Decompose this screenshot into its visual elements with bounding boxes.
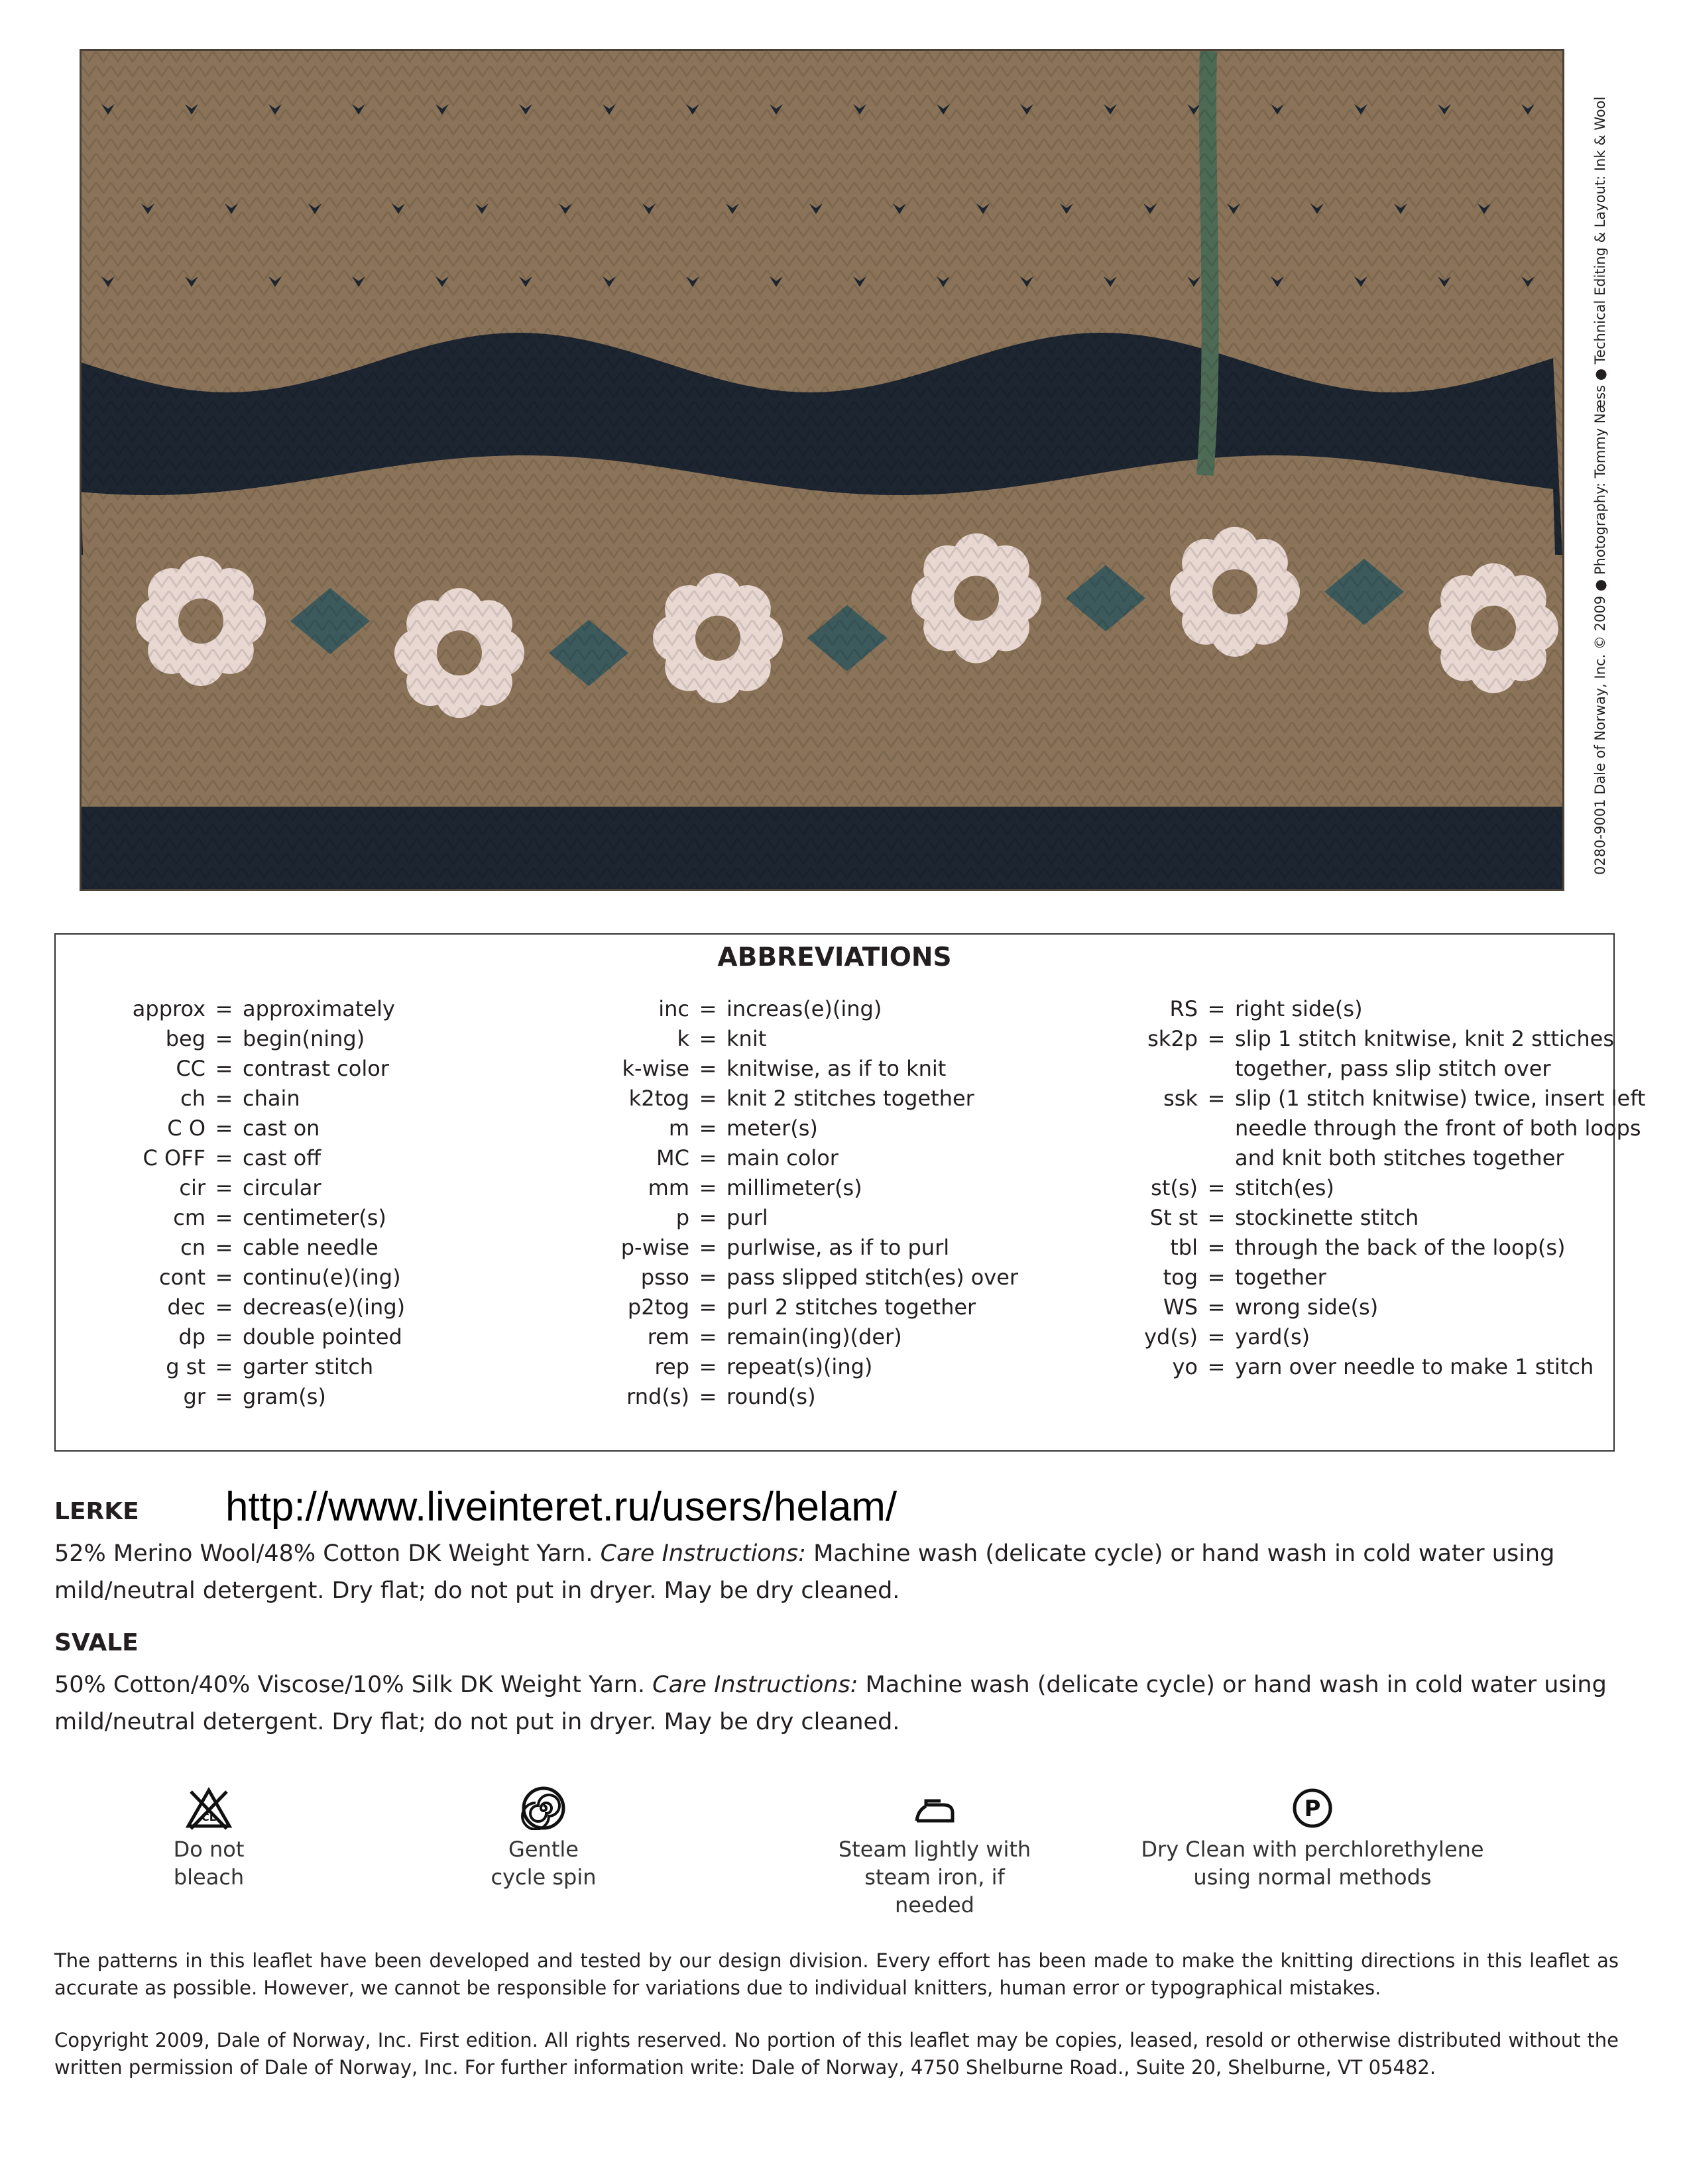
abbreviation-row: [1065, 1143, 1645, 1173]
care-dry-clean: [1140, 1786, 1485, 1891]
abbreviation-row: [573, 1024, 1018, 1054]
abbreviation-term: rem: [647, 1324, 689, 1350]
abbreviation-term: dec: [167, 1294, 205, 1320]
abbreviation-term: k2tog: [628, 1086, 689, 1111]
abbreviation-equals: =: [1207, 1205, 1226, 1230]
abbreviation-meaning: main color: [726, 1145, 839, 1171]
dry-clean-p-icon: [1289, 1786, 1336, 1830]
abbreviation-meaning: purl: [726, 1205, 768, 1230]
no-bleach-icon: [186, 1786, 232, 1830]
abbreviation-row: [573, 1143, 1018, 1173]
abbreviation-term: [1065, 1054, 1198, 1084]
abbreviation-row: [76, 1054, 405, 1084]
abbreviation-term: g st: [166, 1354, 205, 1379]
abbreviation-equals: =: [1207, 1294, 1226, 1320]
abbreviation-equals: =: [1207, 1354, 1226, 1379]
abbreviation-equals: =: [215, 1175, 233, 1200]
abbreviation-meaning: cable needle: [243, 1235, 378, 1260]
abbreviation-term: psso: [640, 1265, 689, 1290]
abbreviation-row: [573, 1203, 1018, 1233]
abbreviation-row: [573, 1114, 1018, 1143]
abbreviation-term: rep: [654, 1354, 689, 1379]
abbreviation-equals: =: [215, 1354, 233, 1379]
abbreviation-equals: =: [215, 1235, 233, 1260]
abbreviation-row: [1065, 1173, 1645, 1203]
abbreviation-equals: [1198, 1114, 1235, 1143]
dry-clean-line1: Dry Clean with perchlorethylene: [1141, 1837, 1484, 1862]
abbreviation-row: [76, 1322, 405, 1352]
abbreviation-row: [76, 1114, 405, 1143]
abbreviation-meaning: garter stitch: [243, 1354, 374, 1379]
svale-heading: SVALE: [54, 1629, 139, 1656]
abbreviation-term: rnd(s): [626, 1384, 689, 1409]
abbreviation-row: [1065, 1054, 1645, 1084]
abbreviation-meaning: pass slipped stitch(es) over: [726, 1265, 1019, 1290]
abbreviation-row: [573, 1233, 1018, 1263]
abbreviation-equals: =: [1207, 1265, 1226, 1290]
abbreviation-term: yd(s): [1144, 1324, 1198, 1350]
abbreviation-equals: =: [215, 1056, 233, 1081]
abbreviation-row: [76, 1263, 405, 1293]
abbreviation-equals: =: [215, 1294, 233, 1320]
abbreviation-equals: =: [1207, 1235, 1226, 1260]
abbreviation-term: k-wise: [622, 1056, 689, 1081]
abbreviation-term: st(s): [1151, 1175, 1198, 1200]
dry-clean-line2: using normal methods: [1193, 1865, 1432, 1890]
abbreviation-equals: =: [699, 996, 717, 1021]
abbreviation-meaning: yard(s): [1235, 1324, 1310, 1350]
copyright: Copyright 2009, Dale of Norway, Inc. First edition. All rights reserved. No portion of this leaflet may be copies, leased, resold or otherwise distributed without the written permission of Dale of Norway, Inc. For further information write: Dale of Norway, 4750 Shelburne Road., Suite 20, Shelburne, VT 05482.: [54, 2029, 1619, 2079]
abbreviation-term: St st: [1149, 1205, 1198, 1230]
abbreviation-row: [573, 994, 1018, 1024]
sweater-photo: [80, 49, 1564, 891]
abbreviation-meaning: cast off: [243, 1145, 321, 1171]
abbreviation-term: C O: [167, 1116, 205, 1141]
abbreviation-term: p: [675, 1205, 689, 1230]
abbreviation-term: cm: [173, 1205, 205, 1230]
lerke-heading: LERKE: [54, 1498, 139, 1525]
abbreviation-equals: =: [699, 1205, 717, 1230]
care-steam-iron: [822, 1786, 1047, 1919]
abbreviation-row: [1065, 1322, 1645, 1352]
abbreviation-row: [1065, 1263, 1645, 1293]
abbreviation-term: RS: [1169, 996, 1198, 1021]
abbreviation-meaning: double pointed: [243, 1324, 402, 1350]
abbreviation-meaning: knitwise, as if to knit: [726, 1056, 947, 1081]
abbreviation-term: k: [677, 1026, 689, 1051]
svg-text:CL: CL: [202, 1811, 216, 1823]
abbreviation-row: [76, 1203, 405, 1233]
abbreviation-row: [573, 1322, 1018, 1352]
abbreviation-meaning: and knit both stitches together: [1235, 1145, 1564, 1171]
abbreviation-meaning: millimeter(s): [726, 1175, 862, 1200]
abbreviation-term: gr: [183, 1384, 205, 1409]
abbreviations-column-2: [573, 994, 1018, 1412]
abbreviation-row: [573, 1263, 1018, 1293]
abbreviation-row: [1065, 1084, 1645, 1114]
abbreviation-term: [1065, 1114, 1198, 1143]
abbreviation-row: [1065, 1233, 1645, 1263]
abbreviation-row: [76, 1084, 405, 1114]
abbreviation-row: [76, 1233, 405, 1263]
abbreviation-term: beg: [165, 1026, 205, 1051]
abbreviation-row: [573, 1084, 1018, 1114]
abbreviation-term: mm: [648, 1175, 689, 1200]
abbreviation-equals: =: [215, 996, 233, 1021]
abbreviation-term: tbl: [1170, 1235, 1198, 1260]
abbreviation-equals: =: [215, 1026, 233, 1051]
abbreviation-meaning: purl 2 stitches together: [726, 1294, 976, 1320]
abbreviation-row: [573, 1054, 1018, 1084]
abbreviation-equals: =: [215, 1324, 233, 1350]
abbreviation-equals: =: [215, 1086, 233, 1111]
lerke-care-text: Machine wash (delicate cycle) or hand wash in cold water using mild/neutral detergent. Dry flat; do not put in dryer. May be dry cleaned.: [54, 1540, 1555, 1604]
gentle-spin-line2: cycle spin: [491, 1865, 597, 1890]
abbreviation-meaning: centimeter(s): [243, 1205, 386, 1230]
no-bleach-line1: Do not: [173, 1837, 245, 1862]
abbreviation-term: p-wise: [620, 1235, 689, 1260]
abbreviation-meaning: meter(s): [726, 1116, 818, 1141]
abbreviation-row: [1065, 1114, 1645, 1143]
abbreviation-equals: =: [699, 1324, 717, 1350]
iron-icon: [911, 1786, 958, 1830]
abbreviation-equals: =: [699, 1175, 717, 1200]
care-gentle-spin: [464, 1786, 623, 1891]
lerke-care-label: Care Instructions:: [600, 1540, 806, 1567]
abbreviation-meaning: together, pass slip stitch over: [1235, 1056, 1551, 1081]
abbreviation-meaning: cast on: [243, 1116, 320, 1141]
abbreviation-meaning: chain: [243, 1086, 300, 1111]
abbreviation-row: [1065, 1024, 1645, 1054]
abbreviation-row: [76, 1143, 405, 1173]
abbreviation-equals: =: [1207, 1026, 1226, 1051]
abbreviation-meaning: stitch(es): [1235, 1175, 1334, 1200]
abbreviation-equals: =: [699, 1056, 717, 1081]
abbreviation-row: [76, 1173, 405, 1203]
abbreviation-row: [76, 1382, 405, 1412]
abbreviation-meaning: yarn over needle to make 1 stitch: [1235, 1354, 1594, 1379]
care-no-bleach: [133, 1786, 285, 1891]
abbreviation-equals: =: [1207, 1086, 1226, 1111]
abbreviations-column-1: [76, 994, 405, 1412]
abbreviation-equals: [1198, 1143, 1235, 1173]
abbreviation-term: m: [668, 1116, 689, 1141]
lerke-description: [54, 1535, 1632, 1609]
abbreviation-equals: =: [699, 1145, 717, 1171]
abbreviation-equals: =: [699, 1265, 717, 1290]
abbreviation-equals: =: [215, 1205, 233, 1230]
abbreviation-term: dp: [178, 1324, 205, 1350]
abbreviation-meaning: needle through the front of both loops: [1235, 1116, 1641, 1141]
abbreviation-meaning: right side(s): [1235, 996, 1363, 1021]
abbreviation-term: [1065, 1143, 1198, 1173]
credit-line: 0280-9001 Dale of Norway, Inc. © 2009 ● Photography: Tommy Næss ● Technical Editing & Layout: Ink & Wool: [1592, 96, 1608, 875]
abbreviation-term: cir: [179, 1175, 205, 1200]
abbreviation-equals: =: [215, 1265, 233, 1290]
lerke-fiber: 52% Merino Wool/48% Cotton DK Weight Yarn.: [54, 1540, 601, 1567]
abbreviation-meaning: approximately: [243, 996, 395, 1021]
abbreviation-row: [573, 1352, 1018, 1382]
abbreviation-meaning: decreas(e)(ing): [243, 1294, 406, 1320]
abbreviation-row: [1065, 1352, 1645, 1382]
abbreviation-meaning: gram(s): [243, 1384, 326, 1409]
abbreviation-equals: =: [699, 1384, 717, 1409]
abbreviation-term: ssk: [1163, 1086, 1198, 1111]
steam-iron-line2: steam iron, if needed: [864, 1865, 1005, 1918]
abbreviation-term: sk2p: [1147, 1026, 1198, 1051]
abbreviation-meaning: repeat(s)(ing): [726, 1354, 873, 1379]
abbreviation-equals: =: [1207, 1175, 1226, 1200]
abbreviation-row: [76, 1352, 405, 1382]
abbreviation-meaning: through the back of the loop(s): [1235, 1235, 1566, 1260]
abbreviation-term: CC: [176, 1056, 205, 1081]
abbreviation-row: [573, 1382, 1018, 1412]
abbreviation-equals: =: [215, 1145, 233, 1171]
svale-description: [54, 1666, 1632, 1741]
no-bleach-line2: bleach: [173, 1865, 245, 1890]
fair-isle-knit-image: [82, 51, 1562, 889]
abbreviation-equals: =: [1207, 996, 1226, 1021]
abbreviation-row: [76, 1293, 405, 1322]
abbreviation-meaning: circular: [243, 1175, 321, 1200]
abbreviation-meaning: knit: [726, 1026, 767, 1051]
abbreviation-term: inc: [658, 996, 689, 1021]
svale-care-text: Machine wash (delicate cycle) or hand wash in cold water using mild/neutral detergent. Dry flat; do not put in dryer. May be dry cleaned.: [54, 1672, 1607, 1735]
abbreviation-equals: =: [699, 1294, 717, 1320]
abbreviations-column-3: [1065, 994, 1645, 1382]
abbreviation-row: [76, 1024, 405, 1054]
abbreviation-row: [76, 994, 405, 1024]
abbreviation-meaning: knit 2 stitches together: [726, 1086, 974, 1111]
abbreviation-meaning: remain(ing)(der): [726, 1324, 902, 1350]
abbreviation-term: MC: [656, 1145, 689, 1171]
abbreviation-row: [1065, 994, 1645, 1024]
abbreviation-meaning: purlwise, as if to purl: [726, 1235, 950, 1260]
abbreviation-equals: [1198, 1054, 1235, 1084]
svale-fiber: 50% Cotton/40% Viscose/10% Silk DK Weight Yarn.: [54, 1672, 653, 1698]
abbreviation-term: ch: [180, 1086, 205, 1111]
abbreviation-term: C OFF: [143, 1145, 205, 1171]
abbreviation-equals: =: [215, 1116, 233, 1141]
abbreviation-row: [1065, 1203, 1645, 1233]
abbreviation-meaning: slip (1 stitch knitwise) twice, insert left: [1235, 1086, 1646, 1111]
abbreviation-term: p2tog: [627, 1294, 689, 1320]
abbreviation-row: [573, 1173, 1018, 1203]
abbreviations-box: [54, 933, 1646, 1452]
abbreviations-title: ABBREVIATIONS: [717, 943, 952, 972]
abbreviation-term: WS: [1163, 1294, 1198, 1320]
abbreviation-equals: =: [699, 1354, 717, 1379]
abbreviation-meaning: stockinette stitch: [1235, 1205, 1419, 1230]
abbreviation-equals: =: [699, 1086, 717, 1111]
abbreviation-equals: =: [699, 1026, 717, 1051]
abbreviation-row: [573, 1293, 1018, 1322]
abbreviation-meaning: slip 1 stitch knitwise, knit 2 sttiches: [1235, 1026, 1615, 1051]
abbreviation-meaning: increas(e)(ing): [726, 996, 882, 1021]
abbreviation-term: cont: [159, 1265, 205, 1290]
svg-text:P: P: [1304, 1796, 1321, 1822]
abbreviation-row: [1065, 1293, 1645, 1322]
abbreviation-meaning: wrong side(s): [1235, 1294, 1379, 1320]
svale-care-label: Care Instructions:: [652, 1672, 858, 1698]
abbreviation-meaning: begin(ning): [243, 1026, 365, 1051]
abbreviation-equals: =: [699, 1116, 717, 1141]
gentle-spin-line1: Gentle: [508, 1837, 579, 1862]
abbreviation-meaning: round(s): [726, 1384, 816, 1409]
abbreviation-term: yo: [1172, 1354, 1198, 1379]
spin-cycle-icon: [520, 1786, 567, 1830]
steam-iron-line1: Steam lightly with: [838, 1837, 1031, 1862]
abbreviation-meaning: together: [1235, 1265, 1326, 1290]
abbreviation-equals: =: [215, 1384, 233, 1409]
url-overlay[interactable]: http://www.liveinteret.ru/users/helam/: [225, 1484, 898, 1530]
abbreviation-equals: =: [1207, 1324, 1226, 1350]
abbreviation-term: approx: [132, 996, 205, 1021]
abbreviation-term: cn: [180, 1235, 205, 1260]
abbreviation-term: tog: [1163, 1265, 1198, 1290]
disclaimer: The patterns in this leaflet have been developed and tested by our design division. Every effort has been made to make the knitting directions in this leaflet as accurate as possible. However, we cannot be responsible for variations due to individual knitters, human error or typographical mistakes.: [54, 1949, 1619, 1999]
abbreviation-equals: =: [699, 1235, 717, 1260]
abbreviation-meaning: continu(e)(ing): [243, 1265, 401, 1290]
abbreviation-meaning: contrast color: [243, 1056, 389, 1081]
